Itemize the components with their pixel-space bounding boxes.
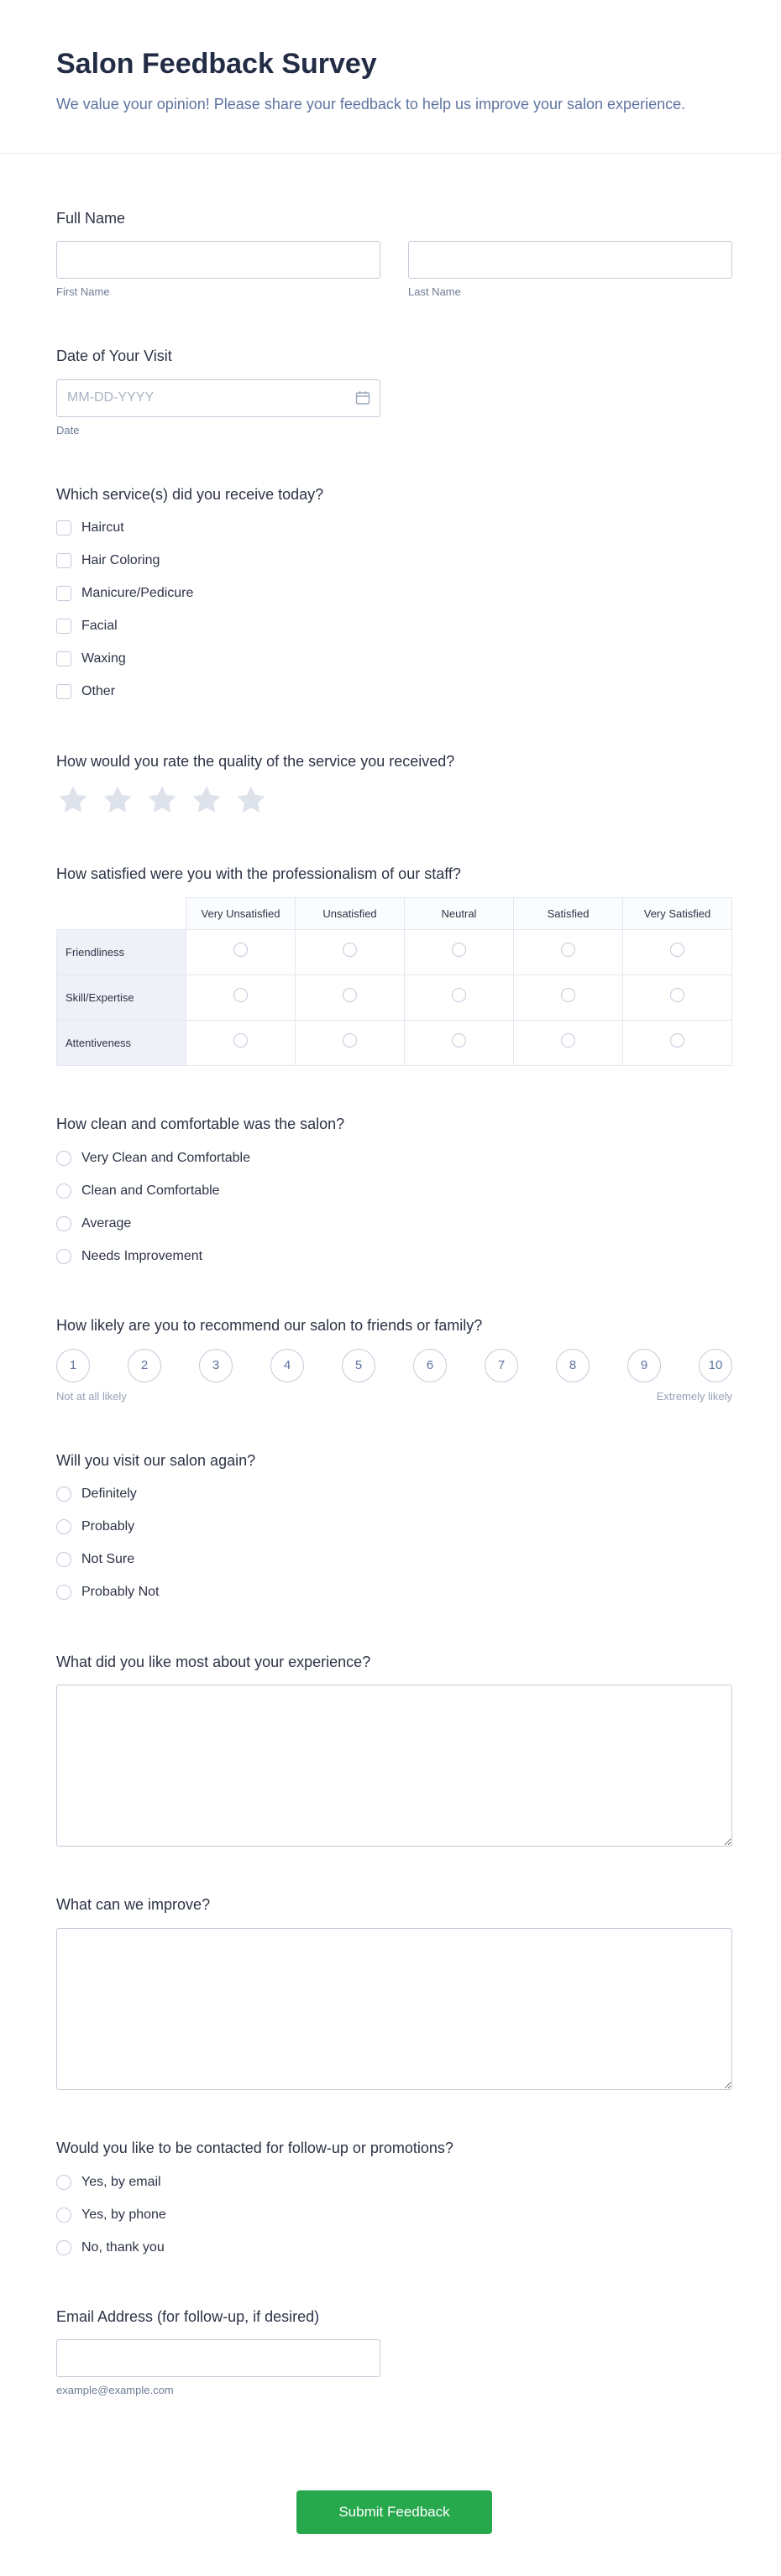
cleanliness-option-label: Clean and Comfortable <box>81 1183 220 1198</box>
star-icon[interactable] <box>101 784 134 816</box>
scale-option-5[interactable]: 5 <box>342 1349 375 1382</box>
revisit-option-label: Not Sure <box>81 1552 135 1567</box>
scale-option-7[interactable]: 7 <box>485 1349 518 1382</box>
recommend-scale <box>56 1349 732 1382</box>
radio-icon[interactable] <box>56 1216 71 1231</box>
services-options <box>56 517 732 703</box>
contact-option-label: No, thank you <box>81 2239 165 2255</box>
question-email <box>56 2307 732 2396</box>
matrix-cell[interactable] <box>296 929 405 974</box>
matrix-cell[interactable] <box>296 1020 405 1065</box>
scale-option-1[interactable]: 1 <box>56 1349 90 1382</box>
first-name-sublabel: First Name <box>56 285 110 299</box>
question-full-name <box>56 209 732 298</box>
question-services <box>56 485 732 703</box>
revisit-option-label: Probably Not <box>81 1585 160 1600</box>
revisit-option-probably[interactable] <box>56 1516 732 1539</box>
submit-row <box>56 2445 732 2576</box>
contact-option-label: Yes, by email <box>81 2174 161 2189</box>
matrix-row-attentiveness <box>57 1020 732 1065</box>
star-icon[interactable] <box>56 784 90 816</box>
radio-icon[interactable] <box>56 2208 71 2223</box>
matrix-cell[interactable] <box>623 929 732 974</box>
checkbox-icon[interactable] <box>56 684 71 699</box>
revisit-options <box>56 1483 732 1604</box>
service-option-label: Waxing <box>81 651 126 666</box>
radio-icon[interactable] <box>233 988 248 1002</box>
radio-icon[interactable] <box>343 943 357 957</box>
matrix-cell[interactable] <box>405 1020 514 1065</box>
cleanliness-option-average[interactable] <box>56 1212 732 1235</box>
star-icon[interactable] <box>234 784 268 816</box>
matrix-corner-cell <box>57 897 186 929</box>
scale-option-3[interactable]: 3 <box>199 1349 233 1382</box>
cleanliness-option-very-clean[interactable] <box>56 1147 732 1169</box>
matrix-cell[interactable] <box>514 974 623 1020</box>
matrix-cell[interactable] <box>186 929 296 974</box>
radio-icon[interactable] <box>670 943 684 957</box>
radio-icon[interactable] <box>233 943 248 957</box>
radio-icon[interactable] <box>56 2240 71 2255</box>
cleanliness-options <box>56 1147 732 1267</box>
matrix-cell[interactable] <box>405 929 514 974</box>
checkbox-icon[interactable] <box>56 553 71 568</box>
question-recommend <box>56 1316 732 1402</box>
full-name-row <box>56 241 732 298</box>
matrix-cell[interactable] <box>296 974 405 1020</box>
revisit-label: Will you visit our salon again? <box>56 1451 256 1469</box>
form-body <box>0 154 781 2576</box>
staff-matrix-label: How satisfied were you with the professionalism of our staff? <box>56 865 461 883</box>
service-option-waxing[interactable] <box>56 648 732 671</box>
form-header <box>0 0 781 154</box>
question-improve <box>56 1895 732 2089</box>
checkbox-icon[interactable] <box>56 651 71 666</box>
calendar-icon[interactable] <box>355 390 370 405</box>
service-option-other[interactable] <box>56 681 732 703</box>
scale-option-10[interactable]: 10 <box>699 1349 732 1382</box>
service-option-hair-coloring[interactable] <box>56 550 732 572</box>
service-option-label: Manicure/Pedicure <box>81 586 194 601</box>
last-name-sublabel: Last Name <box>408 285 461 299</box>
radio-icon[interactable] <box>561 988 575 1002</box>
radio-icon[interactable] <box>561 943 575 957</box>
matrix-cell[interactable] <box>514 929 623 974</box>
matrix-col-header: Neutral <box>405 897 514 929</box>
email-sublabel: example@example.com <box>56 2384 174 2397</box>
matrix-row-header: Skill/Expertise <box>57 974 186 1020</box>
star-icon[interactable] <box>145 784 179 816</box>
radio-icon[interactable] <box>56 2175 71 2190</box>
cleanliness-option-label: Average <box>81 1215 132 1231</box>
radio-icon[interactable] <box>452 943 466 957</box>
last-name-input[interactable] <box>408 241 732 279</box>
scale-option-2[interactable]: 2 <box>128 1349 161 1382</box>
service-option-label: Hair Coloring <box>81 553 160 568</box>
cleanliness-label: How clean and comfortable was the salon? <box>56 1115 345 1132</box>
radio-icon[interactable] <box>343 1033 357 1048</box>
service-option-label: Haircut <box>81 520 124 536</box>
radio-icon[interactable] <box>56 1552 71 1567</box>
staff-matrix-table <box>56 897 732 1066</box>
date-sublabel: Date <box>56 423 80 436</box>
matrix-cell[interactable] <box>623 974 732 1020</box>
contact-options <box>56 2171 732 2259</box>
full-name-label: Full Name <box>56 209 126 227</box>
first-name-input[interactable] <box>56 241 380 279</box>
matrix-row-friendliness <box>57 929 732 974</box>
matrix-cell[interactable] <box>623 1020 732 1065</box>
improve-label: What can we improve? <box>56 1896 211 1914</box>
liked-most-textarea[interactable] <box>56 1685 732 1847</box>
service-option-label: Other <box>81 684 116 699</box>
cleanliness-option-needs-improvement[interactable] <box>56 1245 732 1267</box>
revisit-option-probably-not[interactable] <box>56 1581 732 1604</box>
recommend-label: How likely are you to recommend our salon to friends or family? <box>56 1317 483 1335</box>
form-title: Salon Feedback Survey <box>56 48 377 80</box>
question-liked-most <box>56 1653 732 1847</box>
matrix-cell[interactable] <box>405 974 514 1020</box>
star-icon[interactable] <box>190 784 223 816</box>
question-staff-matrix <box>56 865 732 1065</box>
cleanliness-option-label: Needs Improvement <box>81 1248 203 1263</box>
revisit-option-label: Probably <box>81 1519 135 1534</box>
question-revisit <box>56 1451 732 1604</box>
form-subtitle: We value your opinion! Please share your feedback to help us improve your salon experience. <box>56 95 686 112</box>
question-cleanliness <box>56 1115 732 1267</box>
email-input-wrap <box>56 2339 380 2396</box>
matrix-col-header: Satisfied <box>514 897 623 929</box>
quality-rating-label: How would you rate the quality of the service you received? <box>56 752 455 770</box>
scale-option-8[interactable]: 8 <box>556 1349 590 1382</box>
contact-option-label: Yes, by phone <box>81 2207 166 2222</box>
revisit-option-not-sure[interactable] <box>56 1549 732 1571</box>
question-visit-date <box>56 347 732 436</box>
question-contact <box>56 2139 732 2259</box>
star-rating <box>56 784 732 816</box>
matrix-cell[interactable] <box>186 1020 296 1065</box>
service-option-manicure-pedicure[interactable] <box>56 583 732 605</box>
liked-most-label: What did you like most about your experience? <box>56 1653 371 1670</box>
radio-icon[interactable] <box>670 1033 684 1048</box>
cleanliness-option-label: Very Clean and Comfortable <box>81 1150 250 1165</box>
radio-icon[interactable] <box>56 1487 71 1502</box>
matrix-cell[interactable] <box>514 1020 623 1065</box>
matrix-col-header: Very Satisfied <box>623 897 732 929</box>
contact-option-phone[interactable] <box>56 2203 732 2226</box>
matrix-row-skill-expertise <box>57 974 732 1020</box>
matrix-header-row <box>57 897 732 929</box>
service-option-facial[interactable] <box>56 615 732 638</box>
radio-icon[interactable] <box>56 1519 71 1534</box>
radio-icon[interactable] <box>670 988 684 1002</box>
matrix-col-header: Very Unsatisfied <box>186 897 296 929</box>
radio-icon[interactable] <box>561 1033 575 1048</box>
radio-icon[interactable] <box>56 1585 71 1600</box>
contact-label: Would you like to be contacted for follow-up or promotions? <box>56 2139 453 2156</box>
service-option-haircut[interactable] <box>56 517 732 540</box>
revisit-option-label: Definitely <box>81 1487 137 1502</box>
radio-icon[interactable] <box>343 988 357 1002</box>
first-name-col <box>56 241 380 298</box>
matrix-cell[interactable] <box>186 974 296 1020</box>
last-name-col <box>408 241 732 298</box>
checkbox-icon[interactable] <box>56 619 71 634</box>
email-input[interactable] <box>56 2339 380 2377</box>
date-input[interactable] <box>56 379 380 417</box>
checkbox-icon[interactable] <box>56 586 71 601</box>
visit-date-label: Date of Your Visit <box>56 347 172 365</box>
scale-option-4[interactable]: 4 <box>270 1349 304 1382</box>
contact-option-email[interactable] <box>56 2171 732 2193</box>
radio-icon[interactable] <box>56 1183 71 1199</box>
scale-max-label: Extremely likely <box>656 1389 732 1403</box>
date-input-wrap <box>56 379 380 417</box>
matrix-row-header: Attentiveness <box>57 1020 186 1065</box>
scale-option-6[interactable]: 6 <box>413 1349 447 1382</box>
contact-option-no[interactable] <box>56 2236 732 2259</box>
radio-icon[interactable] <box>56 1151 71 1166</box>
radio-icon[interactable] <box>452 988 466 1002</box>
revisit-option-definitely[interactable] <box>56 1483 732 1506</box>
scale-min-label: Not at all likely <box>56 1389 127 1403</box>
radio-icon[interactable] <box>56 1249 71 1264</box>
matrix-row-header: Friendliness <box>57 929 186 974</box>
services-label: Which service(s) did you receive today? <box>56 485 324 503</box>
improve-textarea[interactable] <box>56 1928 732 2090</box>
radio-icon[interactable] <box>452 1033 466 1048</box>
question-quality-rating <box>56 752 732 816</box>
scale-endpoint-labels <box>56 1390 732 1403</box>
checkbox-icon[interactable] <box>56 520 71 536</box>
email-label: Email Address (for follow-up, if desired) <box>56 2308 320 2326</box>
cleanliness-option-clean[interactable] <box>56 1179 732 1202</box>
scale-option-9[interactable]: 9 <box>627 1349 661 1382</box>
matrix-col-header: Unsatisfied <box>296 897 405 929</box>
radio-icon[interactable] <box>233 1033 248 1048</box>
service-option-label: Facial <box>81 619 118 634</box>
submit-button[interactable]: Submit Feedback <box>296 2490 491 2534</box>
